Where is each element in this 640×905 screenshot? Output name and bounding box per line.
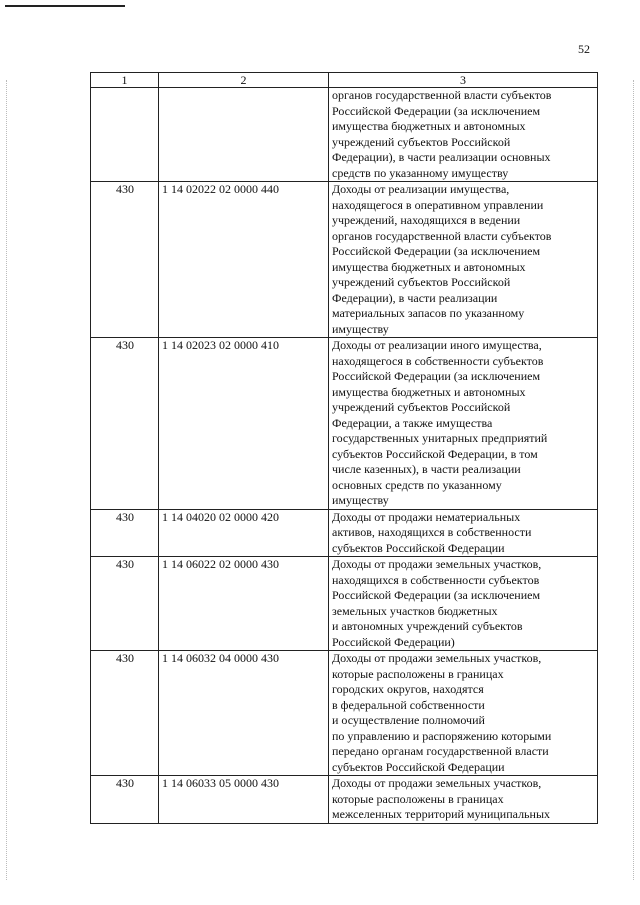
revenue-description-cell: Доходы от продажи земельных участков, находящихся в собственности субъектов Российской Федерации (за исключением земельных участков бюджетных и автономных учреждений субъектов Российской Федерации): [329, 557, 598, 651]
revenue-code-cell: [159, 88, 329, 182]
revenue-description-cell: органов государственной власти субъектов Российской Федерации (за исключением имущества бюджетных и автономных учреждений субъектов Российской Федерации), в части реализации основных средств по указанному имуществу: [329, 88, 598, 182]
revenue-code-cell: 1 14 06033 05 0000 430: [159, 776, 329, 824]
revenue-codes-table: [90, 72, 598, 824]
table-row: [91, 88, 598, 182]
header-col-2: 2: [159, 73, 329, 88]
revenue-code-cell: 1 14 06032 04 0000 430: [159, 651, 329, 776]
table-row: [91, 557, 598, 651]
revenue-description-cell: Доходы от продажи нематериальных активов, находящихся в собственности субъектов Российской Федерации: [329, 509, 598, 557]
table-row: [91, 776, 598, 824]
admin-code-cell: [91, 88, 159, 182]
header-col-1: 1: [91, 73, 159, 88]
top-rule: [5, 5, 125, 7]
admin-code-cell: 430: [91, 338, 159, 510]
left-scan-edge: [6, 80, 8, 880]
table-row: [91, 338, 598, 510]
right-scan-edge: [633, 80, 635, 880]
revenue-description-cell: Доходы от реализации иного имущества, находящегося в собственности субъектов Российской Федерации (за исключением имущества бюджетных и автономных учреждений субъектов Российской Федерации, а также имущества государственных унитарных предприятий субъектов Российской Федерации, в том числе казенных), в части реализации основных средств по указанному имуществу: [329, 338, 598, 510]
revenue-description-cell: Доходы от реализации имущества, находящегося в оперативном управлении учреждений, находящихся в ведении органов государственной власти субъектов Российской Федерации (за исключением имущества бюджетных и автономных учреждений субъектов Российской Федерации), в части реализации материальных запасов по указанному имуществу: [329, 182, 598, 338]
table-row: [91, 182, 598, 338]
table-row: [91, 509, 598, 557]
admin-code-cell: 430: [91, 776, 159, 824]
table-row: [91, 651, 598, 776]
revenue-code-cell: 1 14 02022 02 0000 440: [159, 182, 329, 338]
revenue-code-cell: 1 14 04020 02 0000 420: [159, 509, 329, 557]
table-header-row: [91, 73, 598, 88]
admin-code-cell: 430: [91, 651, 159, 776]
admin-code-cell: 430: [91, 509, 159, 557]
page-number: 52: [578, 42, 590, 56]
revenue-code-cell: 1 14 06022 02 0000 430: [159, 557, 329, 651]
admin-code-cell: 430: [91, 557, 159, 651]
revenue-code-cell: 1 14 02023 02 0000 410: [159, 338, 329, 510]
admin-code-cell: 430: [91, 182, 159, 338]
revenue-description-cell: Доходы от продажи земельных участков, которые расположены в границах городских округов, находятся в федеральной собственности и осуществление полномочий по управлению и распоряжению которыми передано органам государственной власти субъектов Российской Федерации: [329, 651, 598, 776]
header-col-3: 3: [329, 73, 598, 88]
revenue-description-cell: Доходы от продажи земельных участков, которые расположены в границах межселенных территорий муниципальных: [329, 776, 598, 824]
